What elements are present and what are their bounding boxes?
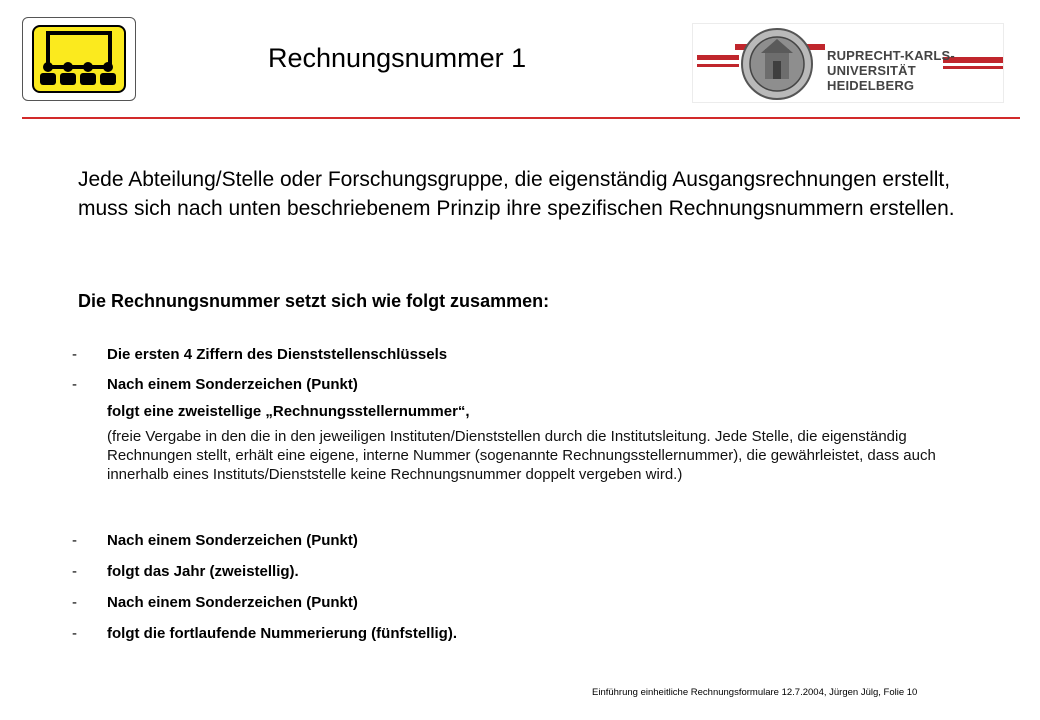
list-bullet: - <box>72 532 77 549</box>
university-seal-icon <box>739 27 815 101</box>
list-bullet: - <box>72 376 77 393</box>
list-bullet: - <box>72 563 77 580</box>
list-item-text: Nach einem Sonderzeichen (Punkt) <box>107 532 358 549</box>
list-item-text: Nach einem Sonderzeichen (Punkt) <box>107 376 358 393</box>
section-heading: Die Rechnungsnummer setzt sich wie folgt zusammen: <box>78 291 550 311</box>
university-line-2: UNIVERSITÄT <box>827 63 916 78</box>
intro-paragraph: Jede Abteilung/Stelle oder Forschungsgruppe, die eigenständig Ausgangsrechnungen erstellt, muss sich nach unten beschriebenem Prinzip ihre spezifischen Rechnungsnummern erstellen. <box>78 168 955 220</box>
university-logo <box>692 23 1004 103</box>
list-bullet: - <box>72 346 77 363</box>
list-item-text: folgt eine zweistellige „Rechnungsstellernummer“, <box>107 403 470 420</box>
university-line-1: RUPRECHT-KARLS- <box>827 48 955 63</box>
note-paragraph: (freie Vergabe in den die in den jeweiligen Instituten/Dienststellen durch die Institutsleitung. Jede Stelle, die eigenständig Rechnungen stellt, erhält eine eigene, interne Nummer (sogenannte Rechnungsstellernummer), die gewährleistet, dass auch innerhalb eines Instituts/Dienststelle keine Rechnungsnummer doppelt vergeben wird.) <box>107 428 936 483</box>
list-bullet: - <box>72 625 77 642</box>
list-item-text: folgt die fortlaufende Nummerierung (fünfstellig). <box>107 625 457 642</box>
list-item-text: Nach einem Sonderzeichen (Punkt) <box>107 594 358 611</box>
university-line-3: HEIDELBERG <box>827 78 915 93</box>
list-item-text: folgt das Jahr (zweistellig). <box>107 563 299 580</box>
list-bullet: - <box>72 594 77 611</box>
presentation-audience-icon <box>32 25 126 93</box>
page-title: Rechnungsnummer 1 <box>268 43 527 73</box>
header-divider <box>22 117 1020 119</box>
presentation-logo <box>22 17 136 101</box>
slide-footer: Einführung einheitliche Rechnungsformulare 12.7.2004, Jürgen Jülg, Folie 10 <box>592 687 918 698</box>
university-name <box>827 48 955 93</box>
list-item-text: Die ersten 4 Ziffern des Dienststellenschlüssels <box>107 346 448 363</box>
